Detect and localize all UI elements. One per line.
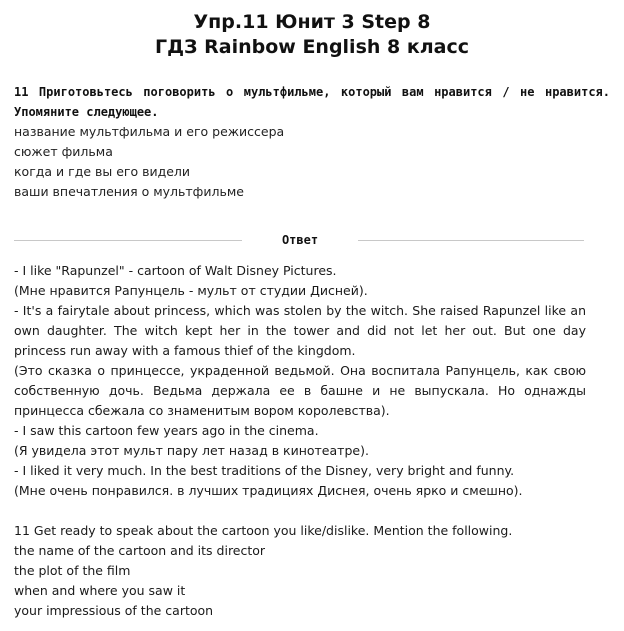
answer-divider xyxy=(14,229,584,251)
answer-line: (Мне очень понравился. в лучших традициях Диснея, очень ярко и смешно). xyxy=(14,483,523,498)
task-heading: 11 Приготовьтесь поговорить о мультфильме, который вам нравится / не нравится. Упомяните следующее. xyxy=(14,85,610,119)
answer-line: (Я увидела этот мульт пару лет назад в кинотеатре). xyxy=(14,443,369,458)
page-title: Упр.11 Юнит 3 Step 8 xyxy=(193,11,431,33)
answer-line: (Это сказка о принцессе, украденной ведьмой. Она воспитала Рапунцель, как свою собственную дочь. Ведьма держала ее в башне и не выпускала. Но однажды принцесса сбежала со знаменитым вором королевства). xyxy=(14,363,586,418)
english-task-heading: 11 Get ready to speak about the cartoon you like/dislike. Mention the following. xyxy=(14,523,513,538)
english-task-item: when and where you saw it xyxy=(14,583,186,598)
page-subtitle: ГДЗ Rainbow English 8 класс xyxy=(154,36,470,58)
answer-line: - I liked it very much. In the best traditions of the Disney, very bright and funny. xyxy=(14,463,515,478)
english-task-item: your impressious of the cartoon xyxy=(14,603,214,618)
divider-line-right xyxy=(358,240,584,241)
task-item: ваши впечатления о мультфильме xyxy=(14,184,244,199)
answer-line: - I saw this cartoon few years ago in the cinema. xyxy=(14,423,319,438)
task-block xyxy=(14,82,610,202)
english-task-item: the plot of the film xyxy=(14,563,131,578)
task-item: когда и где вы его видели xyxy=(14,164,191,179)
answer-line: - It's a fairytale about princess, which was stolen by the witch. She raised Rapunzel like an own daughter. The witch kept her in the tower and did not let her out. But one day princess run away with a famous thief of the kingdom. xyxy=(14,303,586,358)
task-item: сюжет фильма xyxy=(14,144,113,159)
english-task-block xyxy=(14,521,610,621)
divider-line-left xyxy=(14,240,242,241)
answer-label: Ответ xyxy=(281,233,319,247)
english-task-item: the name of the cartoon and its director xyxy=(14,543,266,558)
answer-line: (Мне нравится Рапунцель - мульт от студии Дисней). xyxy=(14,283,368,298)
answer-line: - I like "Rapunzel" - cartoon of Walt Disney Pictures. xyxy=(14,263,337,278)
answer-block xyxy=(14,261,586,501)
task-item: название мультфильма и его режиссера xyxy=(14,124,285,139)
